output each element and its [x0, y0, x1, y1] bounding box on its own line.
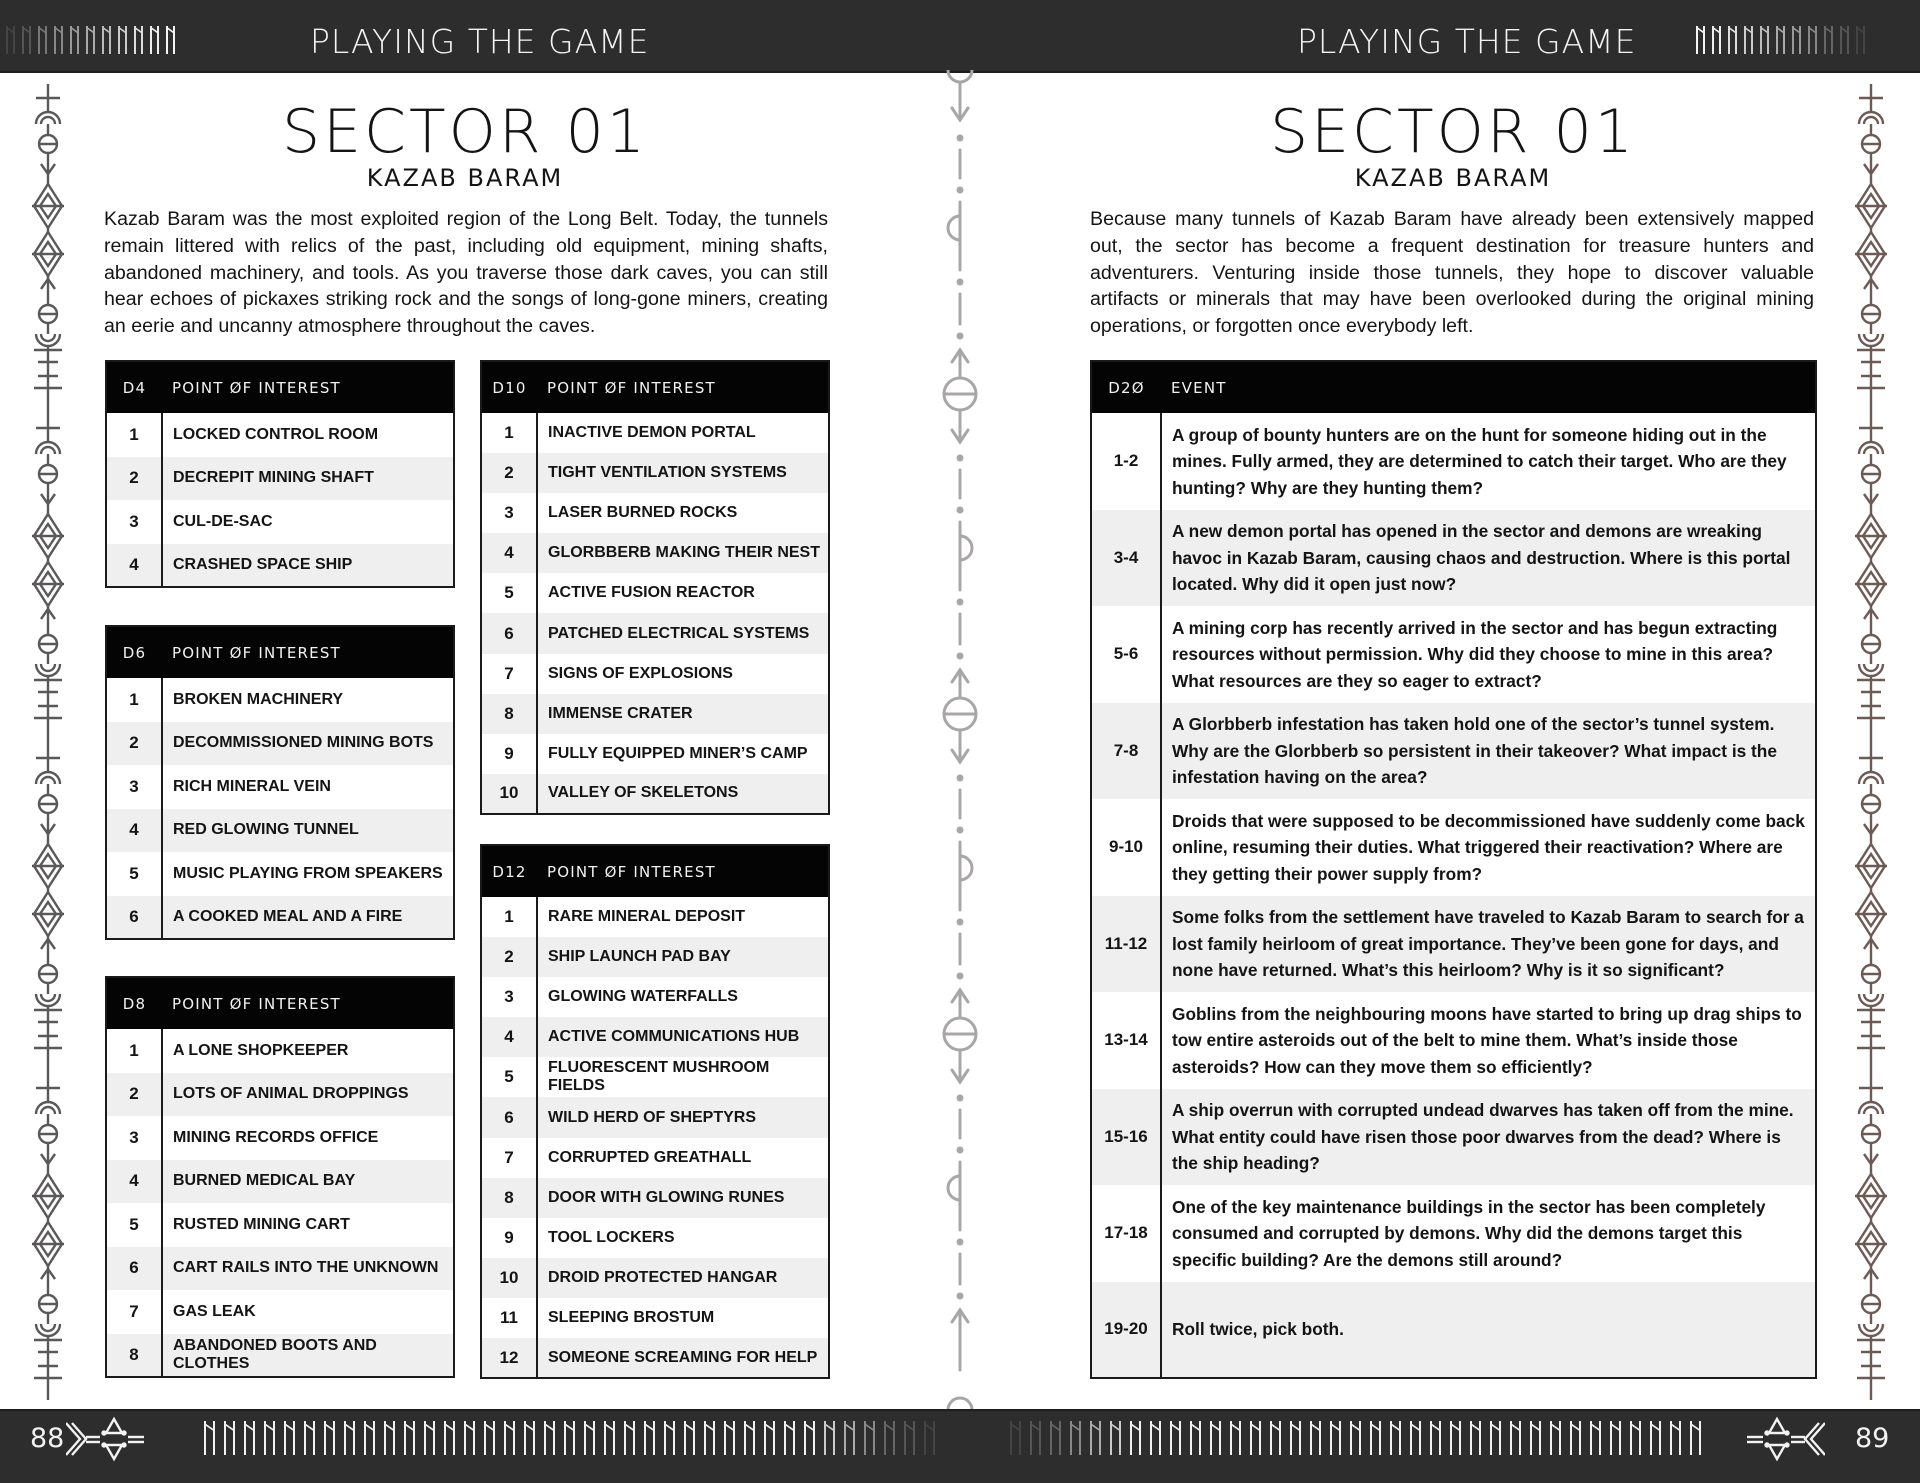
roll-result: ACTIVE FUSION REACTOR: [537, 573, 829, 613]
roll-result: GAS LEAK: [162, 1290, 454, 1334]
table-column-header: EVENT: [1161, 361, 1816, 413]
roll-number: 7: [481, 1138, 537, 1178]
table-row: [106, 500, 454, 544]
roll-result: LOCKED CONTROL ROOM: [162, 413, 454, 457]
table-row: [106, 1290, 454, 1334]
table-row: [106, 1160, 454, 1204]
roll-result: SIGNS OF EXPLOSIONS: [537, 654, 829, 694]
table-die-header: D10: [481, 361, 537, 413]
table-row: [106, 1334, 454, 1378]
right-sector-title: SECTOR 01: [1270, 97, 1636, 167]
table-row: [106, 722, 454, 766]
roll-number: 5: [481, 1057, 537, 1097]
roll-result: MINING RECORDS OFFICE: [162, 1116, 454, 1160]
roll-result: DECREPIT MINING SHAFT: [162, 457, 454, 501]
roll-number: 1: [106, 413, 162, 457]
roll-result: A COOKED MEAL AND A FIRE: [162, 896, 454, 940]
roll-number: 4: [106, 809, 162, 853]
roll-number: 11-12: [1091, 896, 1161, 993]
d20-event-table: [1090, 360, 1817, 1379]
table-row: [1091, 799, 1816, 896]
roll-number: 2: [106, 1073, 162, 1117]
table-row: [106, 457, 454, 501]
roll-number: 13-14: [1091, 992, 1161, 1089]
roll-number: 3: [481, 493, 537, 533]
roll-number: 3: [106, 500, 162, 544]
roll-result: BROKEN MACHINERY: [162, 678, 454, 722]
left-sector-subtitle: KAZAB BARAM: [366, 164, 564, 192]
roll-result: A new demon portal has opened in the sector and demons are wreaking havoc in Kazab Baram, causing chaos and destruction. Where is this portal located. Why did it open just now?: [1161, 510, 1816, 607]
footer-runic-text-right: [1010, 1420, 1701, 1456]
left-page-number: 88: [30, 1423, 65, 1454]
roll-result: RARE MINERAL DEPOSIT: [537, 897, 829, 937]
roll-result: LASER BURNED ROCKS: [537, 493, 829, 533]
roll-number: 6: [481, 613, 537, 653]
table-row: [481, 654, 829, 694]
roll-number: 6: [481, 1097, 537, 1137]
table-row: [481, 1097, 829, 1137]
roll-number: 5-6: [1091, 606, 1161, 703]
table-row: [481, 937, 829, 977]
roll-number: 1: [106, 678, 162, 722]
roll-number: 17-18: [1091, 1185, 1161, 1282]
roll-number: 8: [481, 1178, 537, 1218]
table-row: [1091, 510, 1816, 607]
table-row: [1091, 413, 1816, 510]
footer-emblem-right-icon: [1745, 1415, 1825, 1465]
table-row: [106, 809, 454, 853]
roll-number: 3: [106, 765, 162, 809]
table-row: [106, 1247, 454, 1291]
roll-result: Some folks from the settlement have traveled to Kazab Baram to search for a lost family heirloom of great importance. They’ve been gone for days, and none have returned. What’s this heirloom? Why is it so significant?: [1161, 896, 1816, 993]
roll-number: 2: [481, 453, 537, 493]
roll-number: 9: [481, 1218, 537, 1258]
roll-result: DOOR WITH GLOWING RUNES: [537, 1178, 829, 1218]
roll-result: CART RAILS INTO THE UNKNOWN: [162, 1247, 454, 1291]
table-row: [481, 493, 829, 533]
table-row: [481, 694, 829, 734]
roll-number: 1-2: [1091, 413, 1161, 510]
roll-result: One of the key maintenance buildings in the sector has been completely consumed and corrupted by demons. Why did the demons target this specific building? Are the demons still around?: [1161, 1185, 1816, 1282]
table-row: [106, 1073, 454, 1117]
d4-point-of-interest-table: [105, 360, 455, 588]
roll-number: 12: [481, 1338, 537, 1378]
roll-number: 8: [481, 694, 537, 734]
table-row: [481, 734, 829, 774]
roll-number: 2: [481, 937, 537, 977]
roll-number: 6: [106, 1247, 162, 1291]
roll-result: CUL-DE-SAC: [162, 500, 454, 544]
table-row: [1091, 1185, 1816, 1282]
left-intro-paragraph: Kazab Baram was the most exploited region of the Long Belt. Today, the tunnels remain littered with relics of the past, including old equipment, mining shafts, abandoned machinery, and tools. As you traverse those dark caves, you can still hear echoes of pickaxes striking rock and the songs of long-gone miners, creating an eerie and uncanny atmosphere throughout the caves.: [104, 208, 828, 338]
runic-text-decoration-right: [1696, 26, 1865, 54]
table-row: [106, 1029, 454, 1073]
table-column-header: POINT ØF INTEREST: [537, 845, 829, 897]
table-die-header: D6: [106, 626, 162, 678]
roll-result: A Glorbberb infestation has taken hold one of the sector’s tunnel system. Why are the Glorbberb so persistent in their takeover? What impact is the infestation having on the area?: [1161, 703, 1816, 800]
roll-result: LOTS OF ANIMAL DROPPINGS: [162, 1073, 454, 1117]
roll-result: Roll twice, pick both.: [1161, 1282, 1816, 1379]
table-row: [481, 1258, 829, 1298]
center-spine-rune-icon: [940, 70, 980, 1410]
footer-runic-text-left: [204, 1420, 935, 1456]
table-column-header: POINT ØF INTEREST: [537, 361, 829, 413]
roll-result: RUSTED MINING CART: [162, 1203, 454, 1247]
top-header-bar: [0, 0, 1920, 73]
roll-result: CORRUPTED GREATHALL: [537, 1138, 829, 1178]
table-die-header: D8: [106, 977, 162, 1029]
roll-number: 4: [481, 533, 537, 573]
d8-point-of-interest-table: [105, 976, 455, 1378]
roll-result: SHIP LAUNCH PAD BAY: [537, 937, 829, 977]
table-row: [481, 1178, 829, 1218]
roll-number: 1: [481, 897, 537, 937]
roll-number: 9: [481, 734, 537, 774]
roll-number: 5: [106, 852, 162, 896]
table-row: [106, 678, 454, 722]
table-row: [481, 1017, 829, 1057]
table-row: [481, 1138, 829, 1178]
table-row: [481, 1298, 829, 1338]
right-page-number: 89: [1855, 1423, 1890, 1454]
table-column-header: POINT ØF INTEREST: [162, 977, 454, 1029]
footer-emblem-left-icon: [66, 1415, 146, 1465]
right-rune-border-icon: [1851, 84, 1891, 1400]
roll-result: IMMENSE CRATER: [537, 694, 829, 734]
table-row: [481, 573, 829, 613]
roll-result: WILD HERD OF SHEPTYRS: [537, 1097, 829, 1137]
roll-number: 2: [106, 457, 162, 501]
roll-number: 3: [106, 1116, 162, 1160]
table-row: [106, 896, 454, 940]
roll-number: 10: [481, 774, 537, 814]
roll-number: 10: [481, 1258, 537, 1298]
roll-number: 1: [481, 413, 537, 453]
left-sector-title: SECTOR 01: [282, 97, 648, 167]
roll-number: 9-10: [1091, 799, 1161, 896]
roll-result: A group of bounty hunters are on the hunt for someone hiding out in the mines. Fully armed, they are determined to catch their target. Who are they hunting? Why are they hunting them?: [1161, 413, 1816, 510]
roll-result: SOMEONE SCREAMING FOR HELP: [537, 1338, 829, 1378]
d12-point-of-interest-table: [480, 844, 830, 1379]
roll-result: FULLY EQUIPPED MINER’S CAMP: [537, 734, 829, 774]
roll-number: 11: [481, 1298, 537, 1338]
table-row: [481, 1057, 829, 1097]
table-row: [481, 1218, 829, 1258]
table-die-header: D4: [106, 361, 162, 413]
roll-number: 15-16: [1091, 1089, 1161, 1186]
roll-number: 4: [106, 544, 162, 588]
roll-number: 2: [106, 722, 162, 766]
table-row: [481, 977, 829, 1017]
table-row: [106, 544, 454, 588]
table-row: [1091, 703, 1816, 800]
table-row: [106, 852, 454, 896]
roll-result: PATCHED ELECTRICAL SYSTEMS: [537, 613, 829, 653]
roll-result: RICH MINERAL VEIN: [162, 765, 454, 809]
left-rune-border-icon: [28, 84, 68, 1400]
roll-result: A LONE SHOPKEEPER: [162, 1029, 454, 1073]
roll-result: FLUORESCENT MUSHROOM FIELDS: [537, 1057, 829, 1097]
roll-number: 8: [106, 1334, 162, 1378]
roll-result: ACTIVE COMMUNICATIONS HUB: [537, 1017, 829, 1057]
d6-point-of-interest-table: [105, 625, 455, 940]
table-row: [481, 413, 829, 453]
table-row: [1091, 896, 1816, 993]
right-header-title: PLAYING THE GAME: [1297, 22, 1637, 61]
table-row: [481, 613, 829, 653]
table-row: [106, 1116, 454, 1160]
table-row: [106, 413, 454, 457]
roll-number: 5: [481, 573, 537, 613]
table-die-header: D2Ø: [1091, 361, 1161, 413]
roll-result: SLEEPING BROSTUM: [537, 1298, 829, 1338]
table-column-header: POINT ØF INTEREST: [162, 361, 454, 413]
right-sector-subtitle: KAZAB BARAM: [1354, 164, 1552, 192]
roll-result: DROID PROTECTED HANGAR: [537, 1258, 829, 1298]
left-header-title: PLAYING THE GAME: [310, 22, 650, 61]
roll-result: CRASHED SPACE SHIP: [162, 544, 454, 588]
table-row: [1091, 606, 1816, 703]
roll-number: 1: [106, 1029, 162, 1073]
table-row: [481, 1338, 829, 1378]
roll-number: 7-8: [1091, 703, 1161, 800]
roll-number: 6: [106, 896, 162, 940]
roll-result: INACTIVE DEMON PORTAL: [537, 413, 829, 453]
roll-result: MUSIC PLAYING FROM SPEAKERS: [162, 852, 454, 896]
table-row: [106, 765, 454, 809]
roll-result: TOOL LOCKERS: [537, 1218, 829, 1258]
runic-text-decoration-left: [6, 26, 175, 54]
table-row: [481, 897, 829, 937]
roll-number: 3-4: [1091, 510, 1161, 607]
roll-result: GLOWING WATERFALLS: [537, 977, 829, 1017]
roll-result: BURNED MEDICAL BAY: [162, 1160, 454, 1204]
roll-result: DECOMMISSIONED MINING BOTS: [162, 722, 454, 766]
roll-result: A mining corp has recently arrived in the sector and has begun extracting resources without permission. Why did they choose to mine in this area? What resources are they so eager to extract?: [1161, 606, 1816, 703]
table-row: [1091, 1282, 1816, 1379]
right-intro-paragraph: Because many tunnels of Kazab Baram have already been extensively mapped out, the sector has become a frequent destination for treasure hunters and adventurers. Venturing inside those tunnels, they hope to discover valuable artifacts or minerals that may have been overlooked during the original mining operations, or forgotten once everybody left.: [1090, 208, 1814, 338]
roll-result: TIGHT VENTILATION SYSTEMS: [537, 453, 829, 493]
roll-result: ABANDONED BOOTS AND CLOTHES: [162, 1334, 454, 1378]
roll-number: 7: [481, 654, 537, 694]
roll-result: GLORBBERB MAKING THEIR NEST: [537, 533, 829, 573]
table-row: [481, 774, 829, 814]
roll-result: RED GLOWING TUNNEL: [162, 809, 454, 853]
d10-point-of-interest-table: [480, 360, 830, 815]
roll-number: 19-20: [1091, 1282, 1161, 1379]
roll-result: VALLEY OF SKELETONS: [537, 774, 829, 814]
roll-result: Droids that were supposed to be decommissioned have suddenly come back online, resuming their duties. What triggered their reactivation? Where are they getting their power supply from?: [1161, 799, 1816, 896]
roll-result: Goblins from the neighbouring moons have started to bring up drag ships to tow entire asteroids out of the belt to mine them. What’s inside those asteroids? How can they move them so efficiently?: [1161, 992, 1816, 1089]
table-row: [1091, 1089, 1816, 1186]
roll-number: 7: [106, 1290, 162, 1334]
roll-result: A ship overrun with corrupted undead dwarves has taken off from the mine. What entity could have risen those poor dwarves from the dead? Where is the ship heading?: [1161, 1089, 1816, 1186]
roll-number: 4: [481, 1017, 537, 1057]
roll-number: 3: [481, 977, 537, 1017]
roll-number: 5: [106, 1203, 162, 1247]
table-row: [106, 1203, 454, 1247]
table-column-header: POINT ØF INTEREST: [162, 626, 454, 678]
table-row: [481, 453, 829, 493]
table-row: [1091, 992, 1816, 1089]
table-row: [481, 533, 829, 573]
roll-number: 4: [106, 1160, 162, 1204]
table-die-header: D12: [481, 845, 537, 897]
